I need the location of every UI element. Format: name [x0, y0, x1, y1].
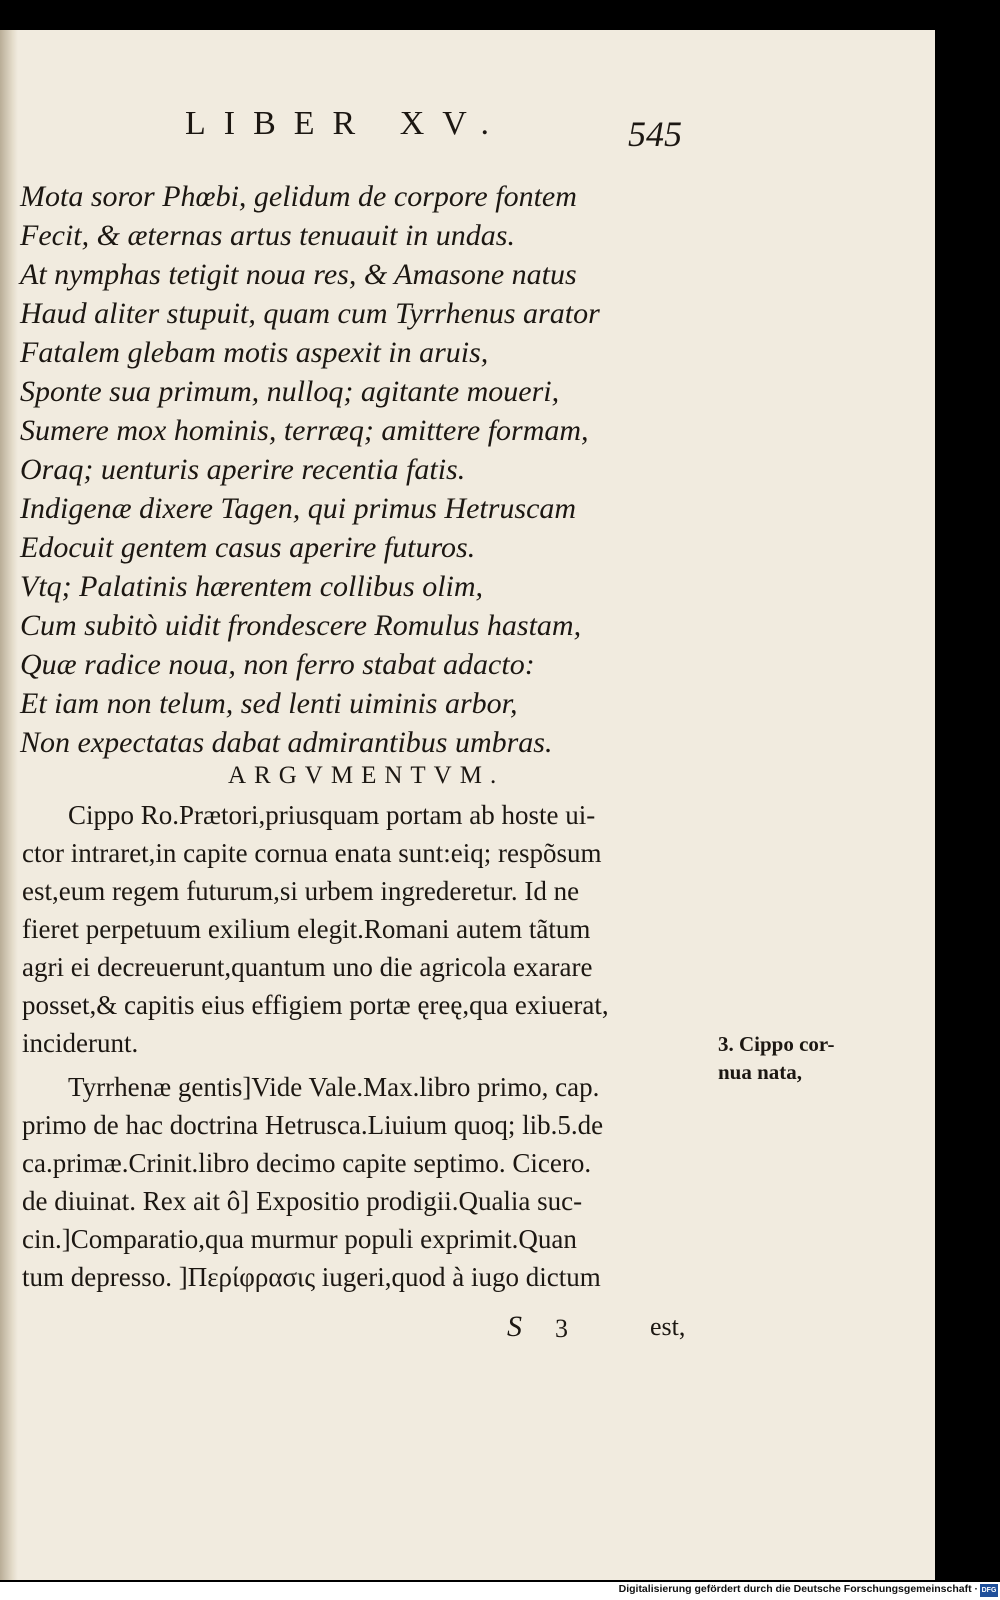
argument-line: fieret perpetuum exilium elegit.Romani autem tãtum: [22, 914, 591, 944]
verse-line: Non expectatas dabat admirantibus umbras.: [20, 726, 553, 759]
verse-line: Et iam non telum, sed lenti uiminis arbor,: [20, 687, 518, 720]
commentary-line: cin.]Comparatio,qua murmur populi exprimit.Quan: [22, 1224, 577, 1254]
verse-line: Cum subitò uidit frondescere Romulus hastam,: [20, 609, 582, 642]
verse-line: At nymphas tetigit noua res, & Amasone natus: [20, 258, 577, 291]
catchword: est,: [650, 1312, 686, 1341]
verse-line: Vtq; Palatinis hærentem collibus olim,: [20, 570, 484, 603]
verse-line: Indigenæ dixere Tagen, qui primus Hetruscam: [20, 492, 577, 525]
marginal-note-line: nua nata,: [718, 1060, 803, 1084]
argument-line: ctor intraret,in capite cornua enata sunt:eiq; respõsum: [22, 838, 602, 868]
argument-line: posset,& capitis eius effigiem portæ ęreę,qua exiuerat,: [22, 990, 609, 1020]
commentary-line: de diuinat. Rex ait ô] Expositio prodigii.Qualia suc-: [22, 1186, 583, 1216]
book-page: [0, 30, 935, 1580]
commentary-line: tum depresso. ]Περίφρασις iugeri,quod à iugo dictum: [22, 1262, 601, 1292]
page-number: 545: [628, 114, 682, 154]
signature-number: 3: [555, 1314, 568, 1343]
verse-line: Fatalem glebam motis aspexit in aruis,: [20, 336, 489, 369]
verse-line: Fecit, & æternas artus tenuauit in undas.: [20, 219, 515, 252]
signature-mark: S: [507, 1310, 522, 1343]
verse-line: Oraq; uenturis aperire recentia fatis.: [20, 453, 466, 486]
verse-line: Mota soror Phœbi, gelidum de corpore fontem: [20, 180, 577, 213]
argument-line: est,eum regem futurum,si urbem ingrederetur. Id ne: [22, 876, 580, 906]
digitization-footer: [0, 1582, 1000, 1600]
dfg-logo: DFG: [980, 1584, 998, 1597]
verse-line: Sumere mox hominis, terræq; amittere formam,: [20, 414, 589, 447]
marginal-note-line: 3. Cippo cor-: [718, 1032, 835, 1056]
page-gutter-shadow: [0, 30, 18, 1580]
commentary-line: ca.primæ.Crinit.libro decimo capite septimo. Cicero.: [22, 1148, 592, 1178]
argument-line: inciderunt.: [22, 1028, 139, 1058]
funding-credit: Digitalisierung gefördert durch die Deutsche Forschungsgemeinschaft ·: [618, 1583, 978, 1595]
argument-line: agri ei decreuerunt,quantum uno die agricola exarare: [22, 952, 593, 982]
verse-line: Edocuit gentem casus aperire futuros.: [20, 531, 476, 564]
verse-line: Haud aliter stupuit, quam cum Tyrrhenus arator: [20, 297, 600, 330]
commentary-line: primo de hac doctrina Hetrusca.Liuium quoq; lib.5.de: [22, 1110, 604, 1140]
verse-line: Sponte sua primum, nulloq; agitante moueri,: [20, 375, 560, 408]
argument-line: Cippo Ro.Prætori,priusquam portam ab hoste ui-: [68, 800, 596, 830]
commentary-line: Tyrrhenæ gentis]Vide Vale.Max.libro primo, cap.: [68, 1072, 600, 1102]
running-header-title: LIBER XV.: [185, 105, 507, 142]
verse-line: Quæ radice noua, non ferro stabat adacto:: [20, 648, 535, 681]
argument-heading: ARGVMENTVM.: [228, 762, 505, 789]
